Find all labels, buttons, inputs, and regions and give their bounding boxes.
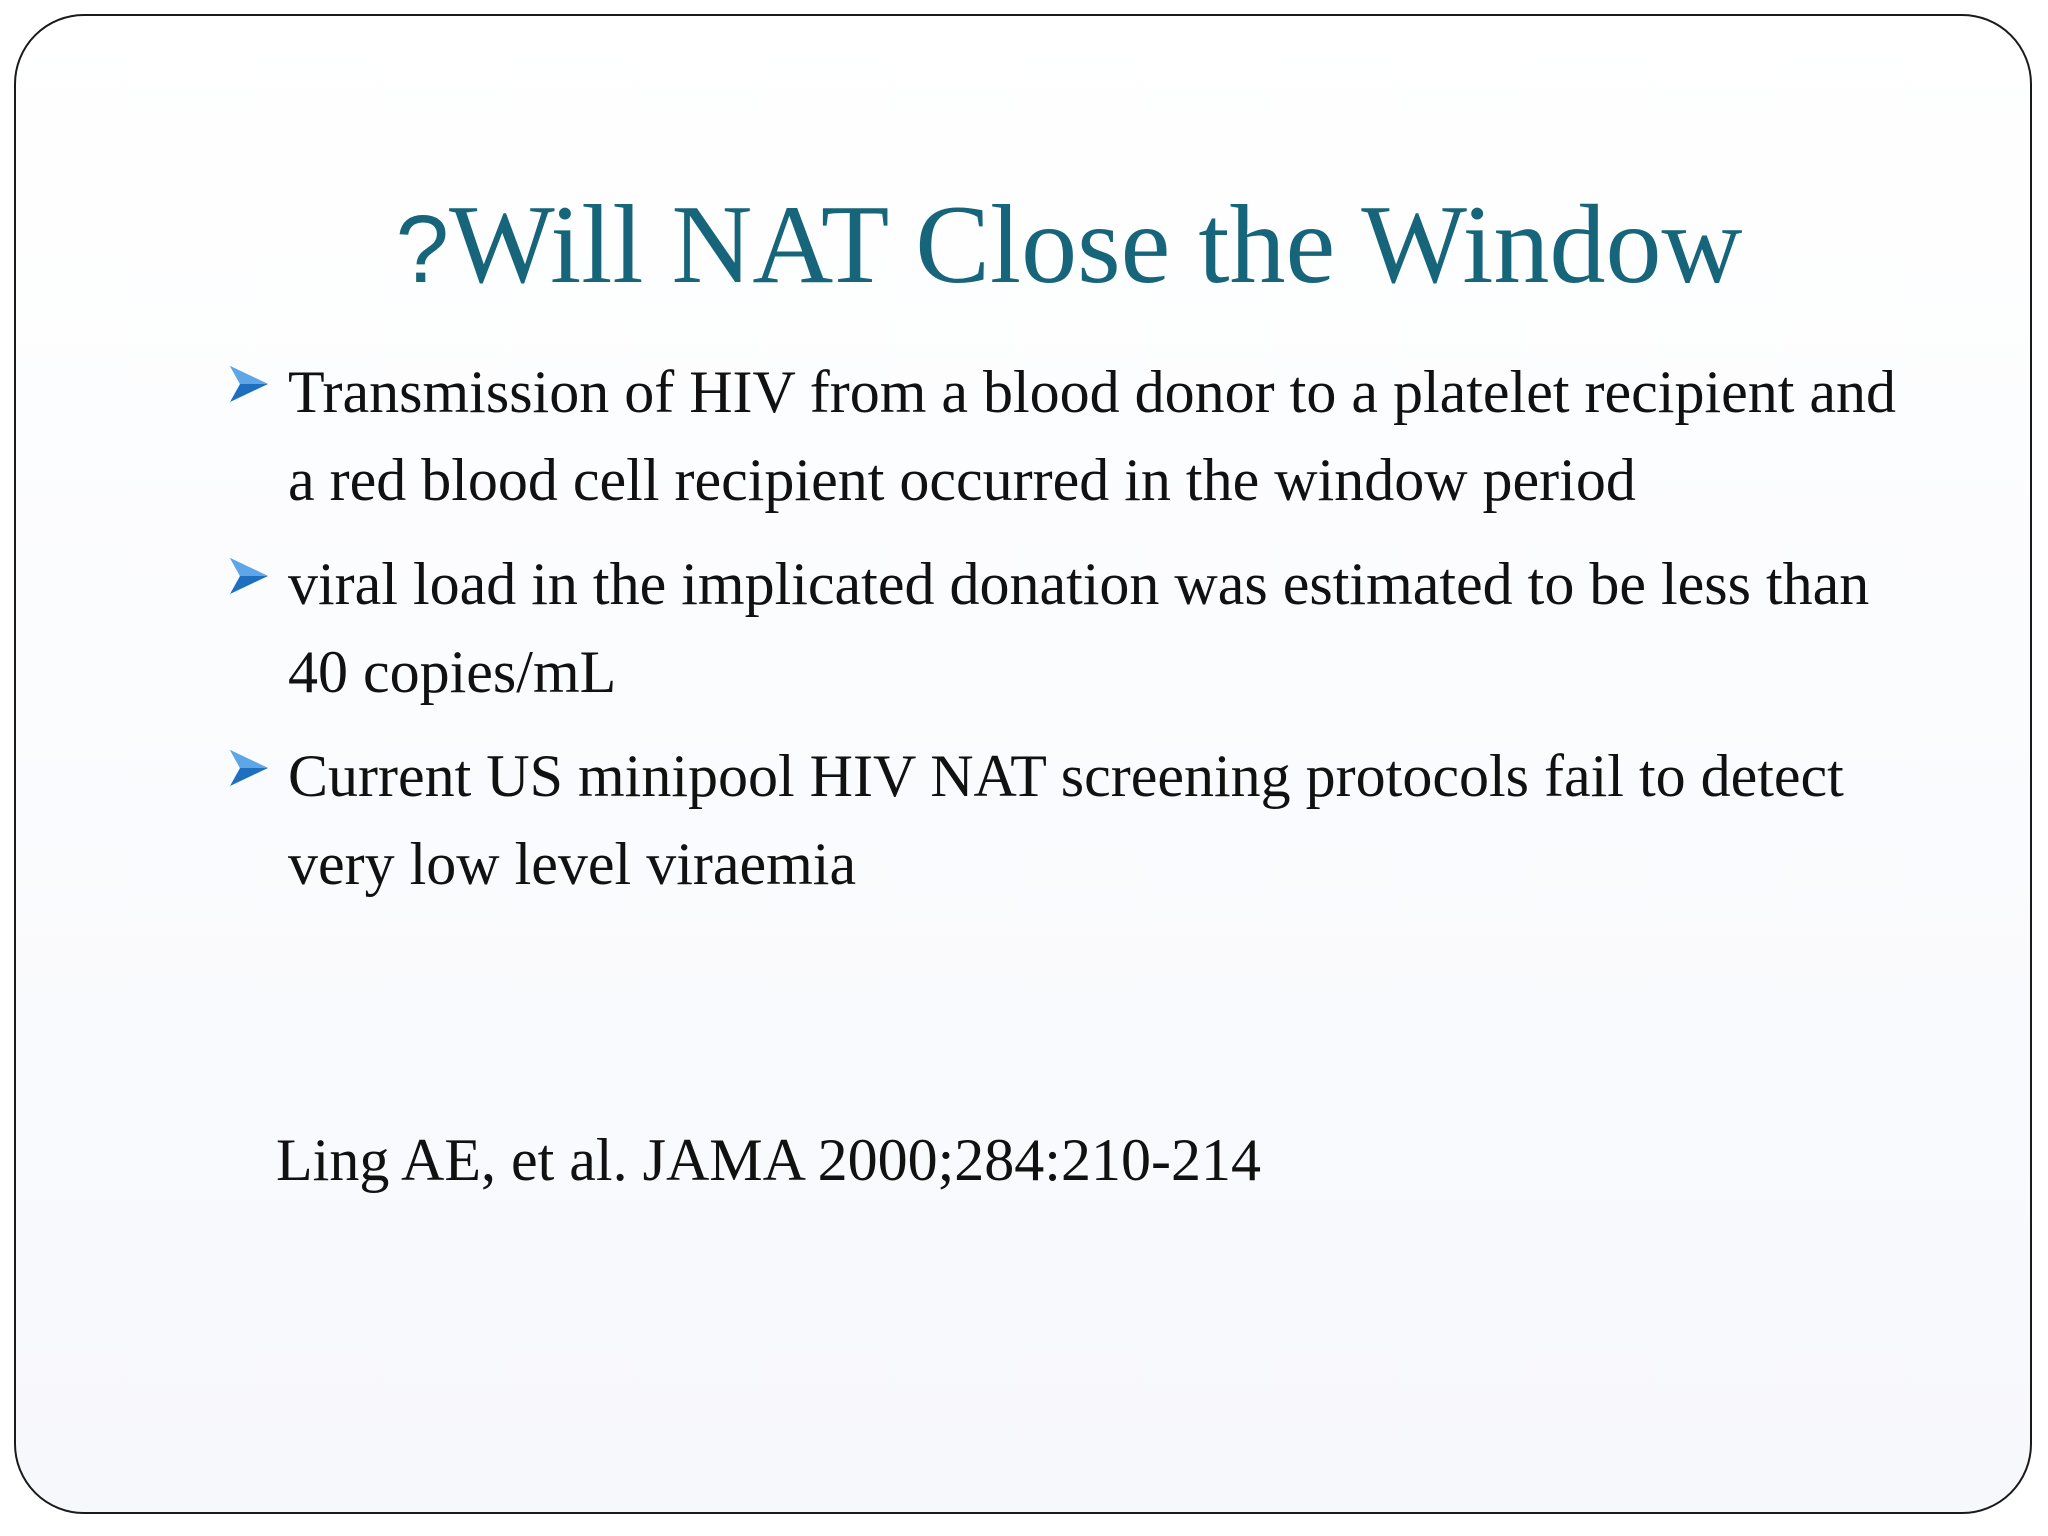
bullet-item: [226, 540, 1926, 716]
title-question-mark: ?: [395, 196, 449, 303]
slide-title: [0, 180, 2048, 315]
bullet-list: [226, 348, 1926, 924]
citation: Ling AE, et al. JAMA 2000;284:210-214: [276, 1127, 1261, 1193]
bullet-item: [226, 732, 1926, 908]
arrow-chevron-icon: [226, 746, 270, 790]
bullet-text: viral load in the implicated donation was estimated to be less than 40 copies/mL: [288, 551, 1870, 705]
title-text: Will NAT Close the Window: [448, 183, 1743, 307]
arrow-chevron-icon: [226, 554, 270, 598]
bullet-item: [226, 348, 1926, 524]
bullet-text: Current US minipool HIV NAT screening protocols fail to detect very low level viraemia: [288, 743, 1844, 897]
bullet-text: Transmission of HIV from a blood donor to a platelet recipient and a red blood cell recipient occurred in the window period: [288, 359, 1897, 513]
arrow-chevron-icon: [226, 362, 270, 406]
